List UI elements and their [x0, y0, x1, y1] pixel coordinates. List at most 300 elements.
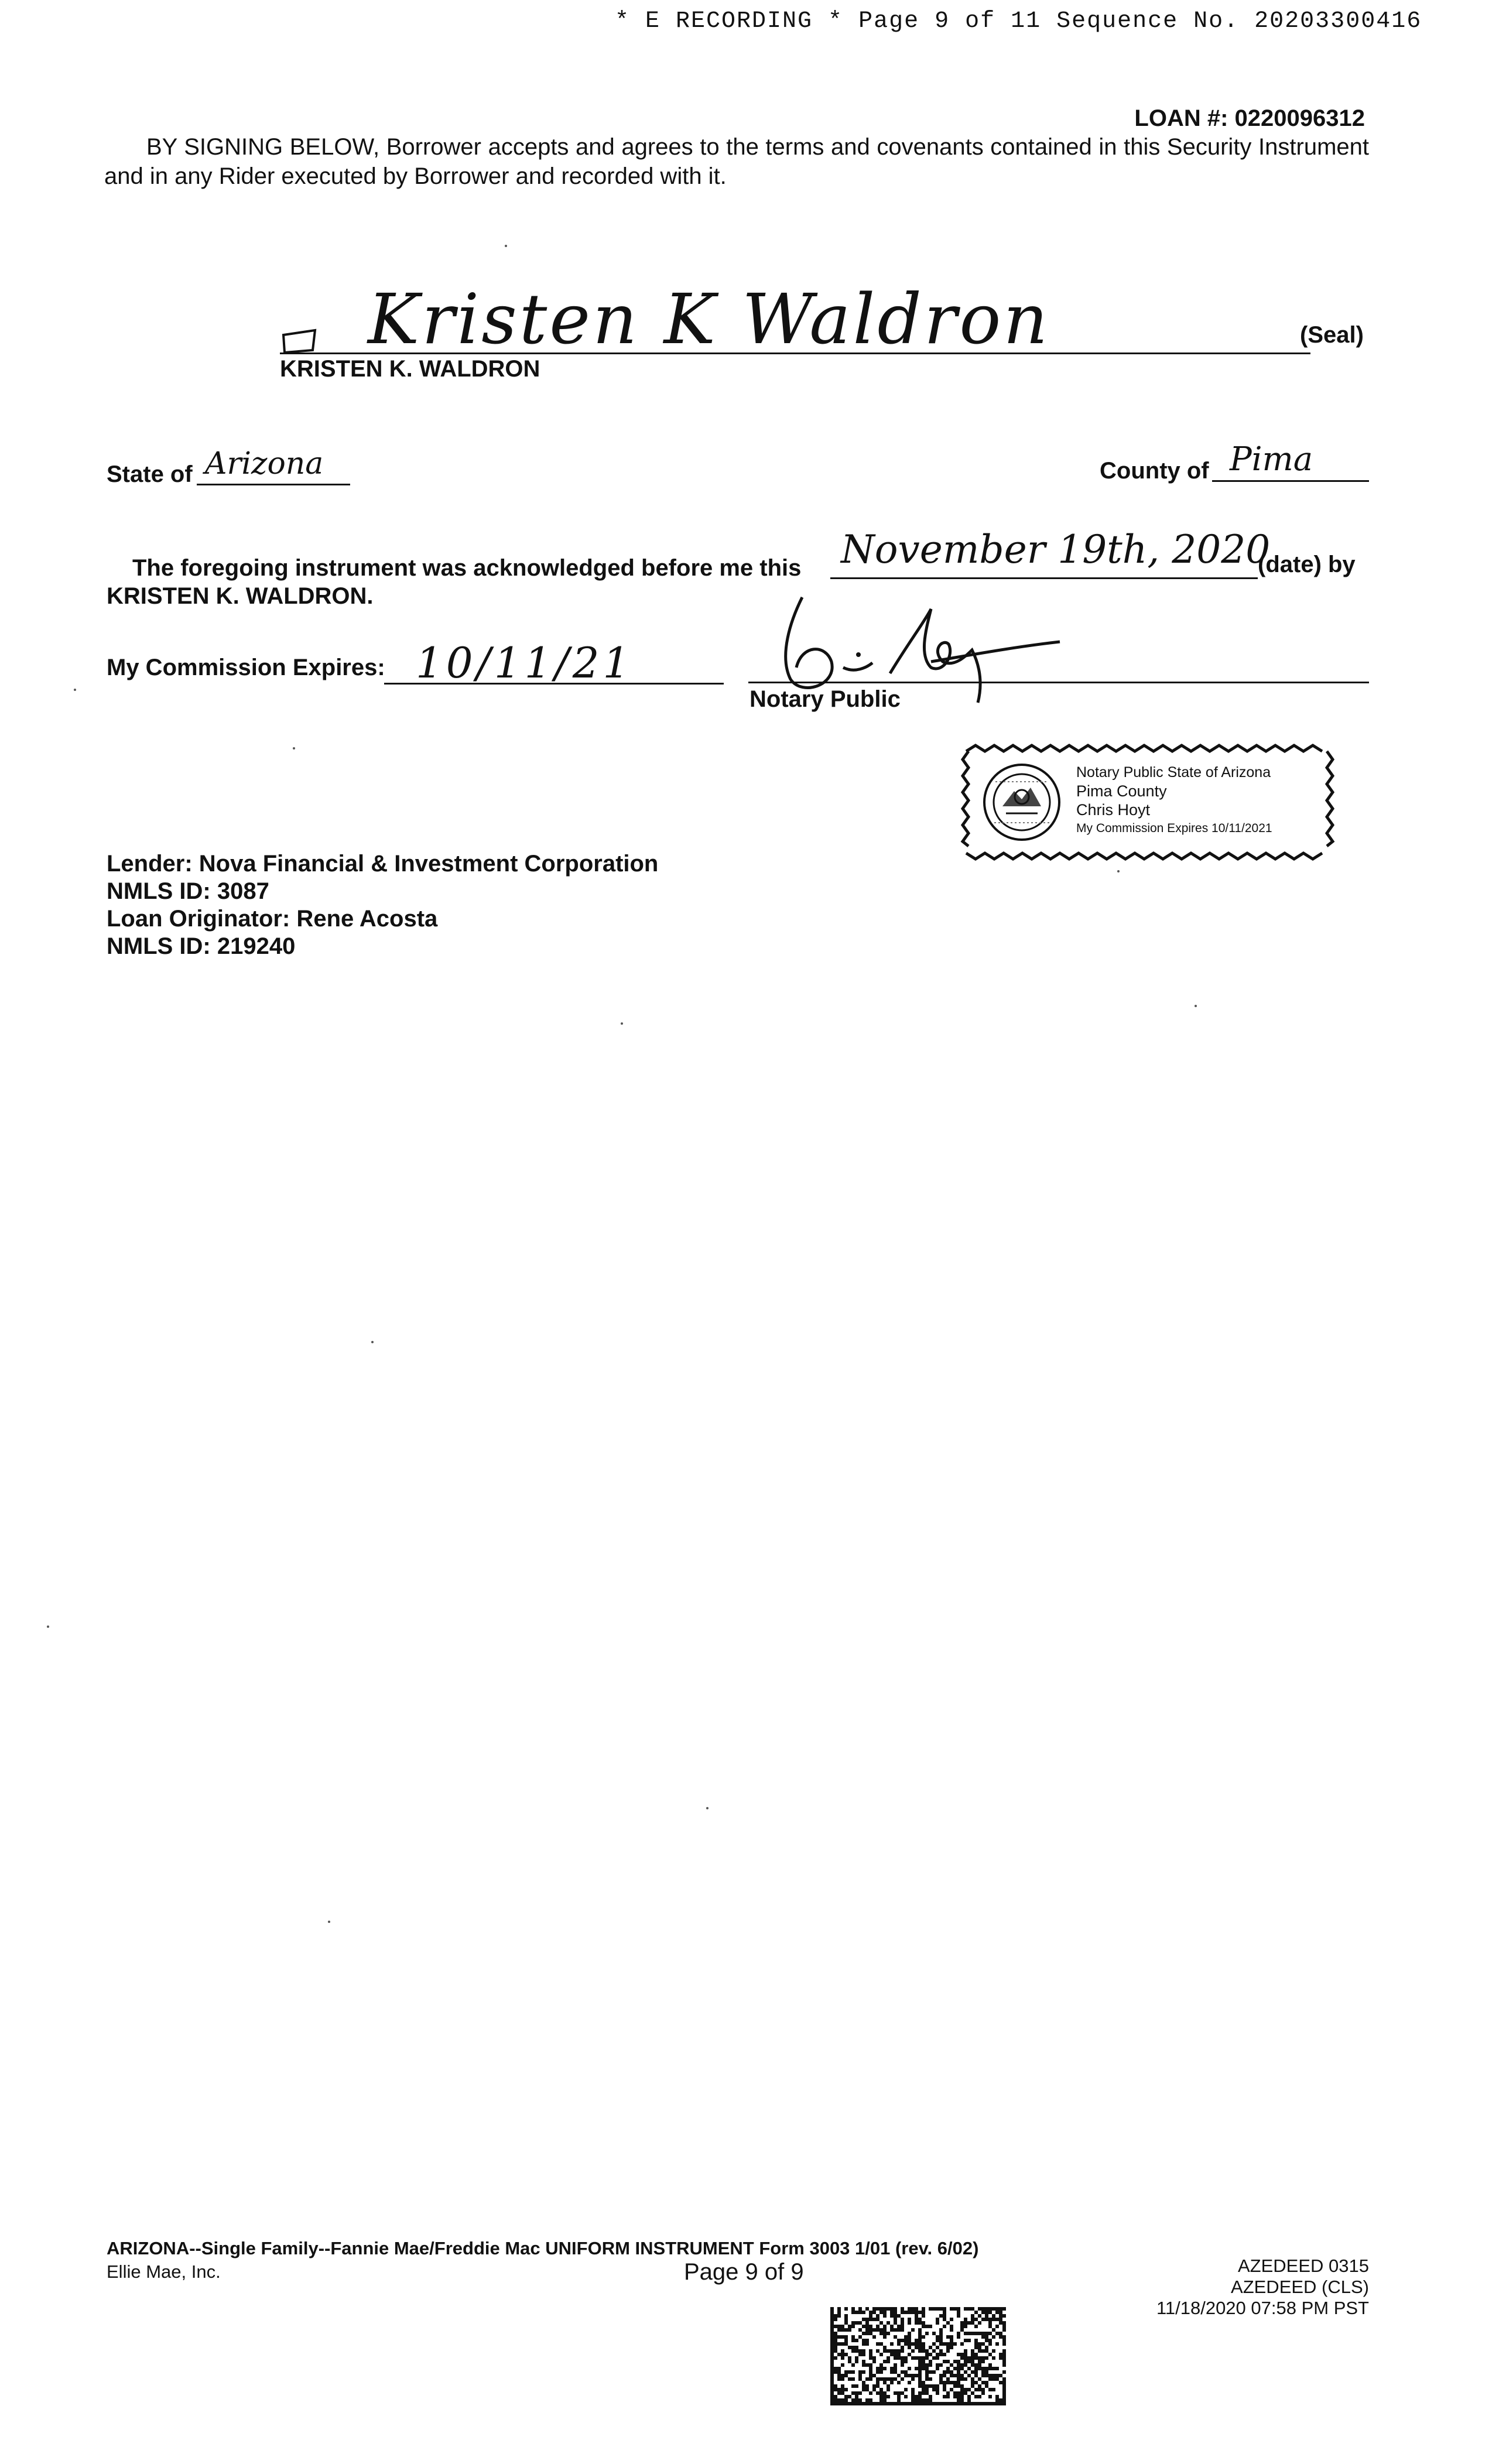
barcode-module — [950, 2346, 953, 2349]
barcode-module — [953, 2395, 957, 2398]
barcode-module — [943, 2370, 946, 2374]
barcode-module — [890, 2328, 894, 2332]
barcode-module — [830, 2367, 834, 2370]
barcode-module — [837, 2367, 841, 2370]
barcode-module — [1002, 2307, 1006, 2311]
loan-originator: Loan Originator: Rene Acosta — [107, 906, 438, 932]
barcode-module — [830, 2374, 834, 2377]
intro-paragraph — [104, 132, 1369, 191]
barcode-module — [883, 2325, 887, 2328]
barcode-module — [858, 2377, 862, 2381]
barcode-module — [908, 2318, 911, 2321]
barcode-module — [855, 2398, 858, 2402]
lender-info — [107, 850, 658, 960]
barcode-module — [967, 2307, 971, 2311]
barcode-module — [950, 2374, 953, 2377]
barcode-module — [858, 2398, 862, 2402]
barcode-module — [855, 2384, 858, 2388]
barcode-module — [981, 2349, 985, 2353]
barcode-module — [872, 2311, 876, 2314]
barcode-module — [1002, 2328, 1006, 2332]
barcode-module — [932, 2342, 936, 2346]
commission-label: My Commission Expires: — [107, 655, 385, 680]
barcode-module — [897, 2349, 901, 2353]
barcode-module — [918, 2391, 922, 2395]
barcode-module — [985, 2384, 988, 2388]
barcode-module — [971, 2321, 974, 2325]
barcode-module — [922, 2335, 925, 2339]
barcode-module — [960, 2363, 964, 2367]
barcode-module — [953, 2360, 957, 2363]
barcode-module — [901, 2339, 904, 2342]
barcode-module — [981, 2318, 985, 2321]
barcode-module — [911, 2398, 915, 2402]
barcode-module — [971, 2318, 974, 2321]
barcode-module — [974, 2325, 978, 2328]
scan-speck — [371, 1341, 374, 1343]
barcode-module — [869, 2367, 872, 2370]
barcode-module — [865, 2363, 869, 2367]
barcode-module — [855, 2395, 858, 2398]
barcode-module — [911, 2374, 915, 2377]
barcode-module — [901, 2311, 904, 2314]
barcode-module — [908, 2311, 911, 2314]
barcode-module — [929, 2398, 932, 2402]
barcode-module — [964, 2321, 967, 2325]
barcode-module — [967, 2374, 971, 2377]
barcode-module — [855, 2346, 858, 2349]
barcode-module — [957, 2377, 960, 2381]
barcode-module — [883, 2307, 887, 2311]
barcode-module — [887, 2349, 890, 2353]
barcode-module — [988, 2311, 992, 2314]
barcode-module — [904, 2342, 908, 2346]
barcode-module — [848, 2402, 851, 2405]
barcode-module — [830, 2307, 834, 2311]
barcode-module — [971, 2307, 974, 2311]
barcode-module — [901, 2363, 904, 2367]
barcode-module — [978, 2402, 981, 2405]
barcode-module — [995, 2325, 999, 2328]
barcode-module — [925, 2398, 929, 2402]
barcode-module — [887, 2384, 890, 2388]
barcode-module — [985, 2370, 988, 2374]
barcode-module — [946, 2402, 950, 2405]
barcode-module — [855, 2321, 858, 2325]
barcode-module — [844, 2321, 848, 2325]
barcode-module — [967, 2402, 971, 2405]
barcode-module — [911, 2377, 915, 2381]
barcode-module — [960, 2325, 964, 2328]
barcode-module — [957, 2391, 960, 2395]
barcode-module — [946, 2377, 950, 2381]
barcode-module — [985, 2339, 988, 2342]
barcode-module — [865, 2318, 869, 2321]
barcode-module — [988, 2318, 992, 2321]
barcode-module — [897, 2328, 901, 2332]
barcode-module — [929, 2353, 932, 2356]
barcode-module — [950, 2402, 953, 2405]
barcode-module — [999, 2332, 1002, 2335]
barcode-module — [929, 2395, 932, 2398]
barcode-module — [879, 2395, 883, 2398]
barcode-module — [897, 2381, 901, 2384]
barcode-module — [879, 2388, 883, 2391]
barcode-module — [978, 2332, 981, 2335]
barcode-module — [837, 2391, 841, 2395]
barcode-module — [904, 2402, 908, 2405]
barcode-module — [978, 2377, 981, 2381]
barcode-module — [981, 2342, 985, 2346]
barcode-module — [834, 2402, 837, 2405]
barcode-module — [851, 2370, 855, 2374]
barcode-module — [904, 2395, 908, 2398]
barcode-module — [985, 2318, 988, 2321]
barcode-module — [960, 2395, 964, 2398]
barcode-module — [865, 2332, 869, 2335]
barcode-module — [918, 2384, 922, 2388]
barcode-module — [950, 2328, 953, 2332]
barcode-module — [953, 2402, 957, 2405]
scan-speck — [47, 1625, 49, 1628]
intro-text: BY SIGNING BELOW, Borrower accepts and agrees to the terms and covenants contained in this Security Instrument and in any Rider executed by Borrower and recorded with it. — [104, 134, 1369, 189]
barcode-module — [929, 2402, 932, 2405]
barcode-module — [855, 2311, 858, 2314]
date-line — [830, 577, 1258, 579]
barcode-module — [971, 2314, 974, 2318]
barcode-module — [883, 2402, 887, 2405]
barcode-module — [901, 2325, 904, 2328]
barcode-module — [855, 2349, 858, 2353]
scan-speck — [621, 1022, 623, 1025]
barcode-module — [883, 2311, 887, 2314]
barcode-module — [858, 2328, 862, 2332]
barcode-module — [834, 2349, 837, 2353]
barcode-module — [851, 2321, 855, 2325]
barcode-module — [865, 2328, 869, 2332]
barcode-module — [894, 2353, 897, 2356]
barcode-module — [904, 2335, 908, 2339]
barcode-module — [971, 2402, 974, 2405]
stamp-line1: Notary Public State of Arizona — [1076, 764, 1271, 781]
barcode-module — [844, 2335, 848, 2339]
barcode-module — [943, 2384, 946, 2388]
barcode-module — [988, 2321, 992, 2325]
barcode-module — [950, 2370, 953, 2374]
barcode-module — [960, 2367, 964, 2370]
barcode-module — [936, 2388, 939, 2391]
barcode-module — [918, 2335, 922, 2339]
barcode-module — [1002, 2360, 1006, 2363]
barcode-module — [971, 2363, 974, 2367]
barcode-module — [862, 2402, 865, 2405]
barcode-module — [950, 2318, 953, 2321]
barcode-module — [960, 2391, 964, 2395]
barcode-module — [992, 2374, 995, 2377]
barcode-module — [974, 2311, 978, 2314]
barcode-module — [995, 2402, 999, 2405]
barcode-module — [974, 2356, 978, 2360]
barcode-module — [946, 2370, 950, 2374]
barcode-module — [988, 2342, 992, 2346]
barcode-module — [981, 2374, 985, 2377]
barcode-module — [964, 2332, 967, 2335]
barcode-module — [876, 2381, 879, 2384]
barcode-module — [890, 2307, 894, 2311]
barcode-module — [964, 2391, 967, 2395]
barcode-module — [922, 2402, 925, 2405]
barcode-module — [830, 2353, 834, 2356]
barcode-module — [1002, 2384, 1006, 2388]
barcode-module — [872, 2384, 876, 2388]
barcode-module — [872, 2328, 876, 2332]
barcode-module — [872, 2307, 876, 2311]
barcode-module — [978, 2321, 981, 2325]
barcode-module — [855, 2391, 858, 2395]
barcode-module — [851, 2349, 855, 2353]
footer-code1: AZEDEED 0315 — [1238, 2256, 1369, 2276]
barcode-module — [964, 2402, 967, 2405]
barcode-module — [901, 2328, 904, 2332]
barcode-module — [957, 2314, 960, 2318]
barcode-module — [876, 2402, 879, 2405]
barcode-module — [974, 2388, 978, 2391]
barcode-module — [925, 2367, 929, 2370]
barcode-module — [943, 2318, 946, 2321]
barcode-module — [943, 2395, 946, 2398]
barcode-module — [953, 2391, 957, 2395]
barcode-module — [876, 2314, 879, 2318]
barcode-module — [904, 2356, 908, 2360]
barcode-module — [957, 2381, 960, 2384]
barcode-module — [851, 2335, 855, 2339]
barcode-module — [964, 2349, 967, 2353]
barcode-module — [887, 2377, 890, 2381]
barcode-module — [988, 2325, 992, 2328]
barcode-module — [904, 2360, 908, 2363]
barcode-module — [865, 2388, 869, 2391]
barcode-module — [967, 2321, 971, 2325]
barcode-module — [855, 2356, 858, 2360]
barcode-module — [865, 2398, 869, 2402]
barcode-module — [894, 2318, 897, 2321]
commission-value-handwriting: 10/11/21 — [416, 638, 634, 687]
barcode-module — [897, 2391, 901, 2395]
footer-right — [1156, 2256, 1369, 2319]
barcode-module — [844, 2374, 848, 2377]
barcode-module — [876, 2377, 879, 2381]
barcode-module — [830, 2363, 834, 2367]
barcode-module — [946, 2349, 950, 2353]
barcode-module — [883, 2335, 887, 2339]
barcode-module — [894, 2356, 897, 2360]
barcode-module — [862, 2311, 865, 2314]
barcode-module — [862, 2363, 865, 2367]
barcode-module — [830, 2342, 834, 2346]
barcode-module — [943, 2388, 946, 2391]
barcode-module — [858, 2370, 862, 2374]
barcode-module — [876, 2391, 879, 2395]
barcode-module — [869, 2398, 872, 2402]
barcode-module — [887, 2332, 890, 2335]
barcode-module — [946, 2321, 950, 2325]
barcode-module — [844, 2395, 848, 2398]
barcode-module — [936, 2384, 939, 2388]
barcode-module — [1002, 2388, 1006, 2391]
barcode-module — [922, 2356, 925, 2360]
barcode-module — [890, 2370, 894, 2374]
barcode-module — [995, 2377, 999, 2381]
barcode-module — [841, 2328, 844, 2332]
barcode-module — [830, 2332, 834, 2335]
barcode-module — [894, 2311, 897, 2314]
barcode-module — [988, 2395, 992, 2398]
lender-nmls: NMLS ID: 3087 — [107, 878, 269, 904]
barcode-module — [918, 2363, 922, 2367]
barcode-module — [1002, 2363, 1006, 2367]
barcode-module — [936, 2356, 939, 2360]
barcode-module — [953, 2374, 957, 2377]
state-value-handwriting: Arizona — [205, 446, 324, 481]
barcode-module — [995, 2398, 999, 2402]
barcode-module — [967, 2332, 971, 2335]
barcode-module — [939, 2363, 943, 2367]
form-line: ARIZONA--Single Family--Fannie Mae/Freddie Mac UNIFORM INSTRUMENT Form 3003 1/01 (rev. 6/02) — [107, 2238, 979, 2258]
barcode-module — [911, 2395, 915, 2398]
barcode-module — [834, 2339, 837, 2342]
barcode-module — [960, 2388, 964, 2391]
barcode-module — [911, 2391, 915, 2395]
barcode-module — [865, 2307, 869, 2311]
barcode-module — [879, 2353, 883, 2356]
barcode-module — [879, 2321, 883, 2325]
barcode-module — [932, 2402, 936, 2405]
barcode-module — [908, 2381, 911, 2384]
barcode-module — [848, 2328, 851, 2332]
barcode-module — [960, 2321, 964, 2325]
barcode-module — [964, 2360, 967, 2363]
barcode-module — [999, 2353, 1002, 2356]
barcode-module — [988, 2402, 992, 2405]
barcode-module — [957, 2363, 960, 2367]
barcode-module — [971, 2377, 974, 2381]
barcode-module — [936, 2339, 939, 2342]
barcode-module — [971, 2381, 974, 2384]
barcode-module — [830, 2335, 834, 2339]
stamp-line4: My Commission Expires 10/11/2021 — [1076, 822, 1272, 835]
barcode-module — [830, 2388, 834, 2391]
barcode-module — [978, 2384, 981, 2388]
barcode-module — [932, 2307, 936, 2311]
barcode-module — [894, 2328, 897, 2332]
barcode-module — [904, 2339, 908, 2342]
barcode-module — [862, 2325, 865, 2328]
barcode-module — [869, 2318, 872, 2321]
barcode-module — [943, 2325, 946, 2328]
barcode-module — [834, 2332, 837, 2335]
barcode-module — [908, 2321, 911, 2325]
barcode-module — [999, 2356, 1002, 2360]
barcode-module — [841, 2402, 844, 2405]
barcode-module — [967, 2367, 971, 2370]
barcode-module — [936, 2391, 939, 2395]
barcode-module — [876, 2370, 879, 2374]
barcode-module — [943, 2353, 946, 2356]
barcode-module — [858, 2307, 862, 2311]
barcode-module — [918, 2332, 922, 2335]
barcode-module — [830, 2377, 834, 2381]
county-value-handwriting: Pima — [1230, 440, 1313, 478]
barcode-module — [830, 2398, 834, 2402]
barcode-module — [978, 2342, 981, 2346]
barcode-module — [894, 2321, 897, 2325]
barcode-module — [837, 2353, 841, 2356]
barcode-module — [830, 2395, 834, 2398]
barcode-module — [981, 2381, 985, 2384]
barcode-module — [929, 2377, 932, 2381]
barcode-module — [974, 2339, 978, 2342]
barcode-module — [858, 2391, 862, 2395]
barcode-module — [869, 2311, 872, 2314]
barcode-module — [830, 2325, 834, 2328]
barcode-module — [862, 2332, 865, 2335]
barcode-module — [915, 2356, 918, 2360]
barcode-module — [869, 2374, 872, 2377]
county-line — [1212, 480, 1369, 482]
barcode-module — [946, 2391, 950, 2395]
barcode-module — [943, 2402, 946, 2405]
barcode-module — [841, 2353, 844, 2356]
barcode-module — [887, 2307, 890, 2311]
barcode-module — [841, 2342, 844, 2346]
barcode-module — [1002, 2377, 1006, 2381]
barcode-module — [904, 2370, 908, 2374]
barcode-module — [946, 2395, 950, 2398]
barcode-module — [992, 2402, 995, 2405]
barcode-module — [887, 2395, 890, 2398]
barcode-module — [925, 2349, 929, 2353]
barcode-module — [936, 2318, 939, 2321]
loan-number: LOAN #: 0220096312 — [1134, 105, 1365, 131]
barcode-module — [865, 2342, 869, 2346]
barcode-module — [876, 2384, 879, 2388]
barcode-module — [908, 2342, 911, 2346]
barcode-module — [830, 2339, 834, 2342]
barcode-module — [936, 2321, 939, 2325]
barcode-module — [936, 2307, 939, 2311]
barcode-module — [995, 2342, 999, 2346]
barcode-module — [876, 2349, 879, 2353]
barcode-module — [901, 2370, 904, 2374]
barcode-module — [837, 2388, 841, 2391]
scan-speck — [293, 747, 295, 750]
barcode-module — [971, 2332, 974, 2335]
barcode-icon — [830, 2306, 1006, 2405]
barcode-module — [908, 2374, 911, 2377]
barcode-module — [953, 2384, 957, 2388]
county-label: County of — [1100, 458, 1209, 484]
barcode-module — [918, 2402, 922, 2405]
barcode-module — [964, 2318, 967, 2321]
barcode-module — [999, 2321, 1002, 2325]
barcode-module — [837, 2335, 841, 2339]
barcode-module — [957, 2307, 960, 2311]
barcode-module — [883, 2395, 887, 2398]
barcode-module — [915, 2402, 918, 2405]
barcode-module — [894, 2402, 897, 2405]
barcode-module — [915, 2398, 918, 2402]
barcode-module — [894, 2391, 897, 2395]
